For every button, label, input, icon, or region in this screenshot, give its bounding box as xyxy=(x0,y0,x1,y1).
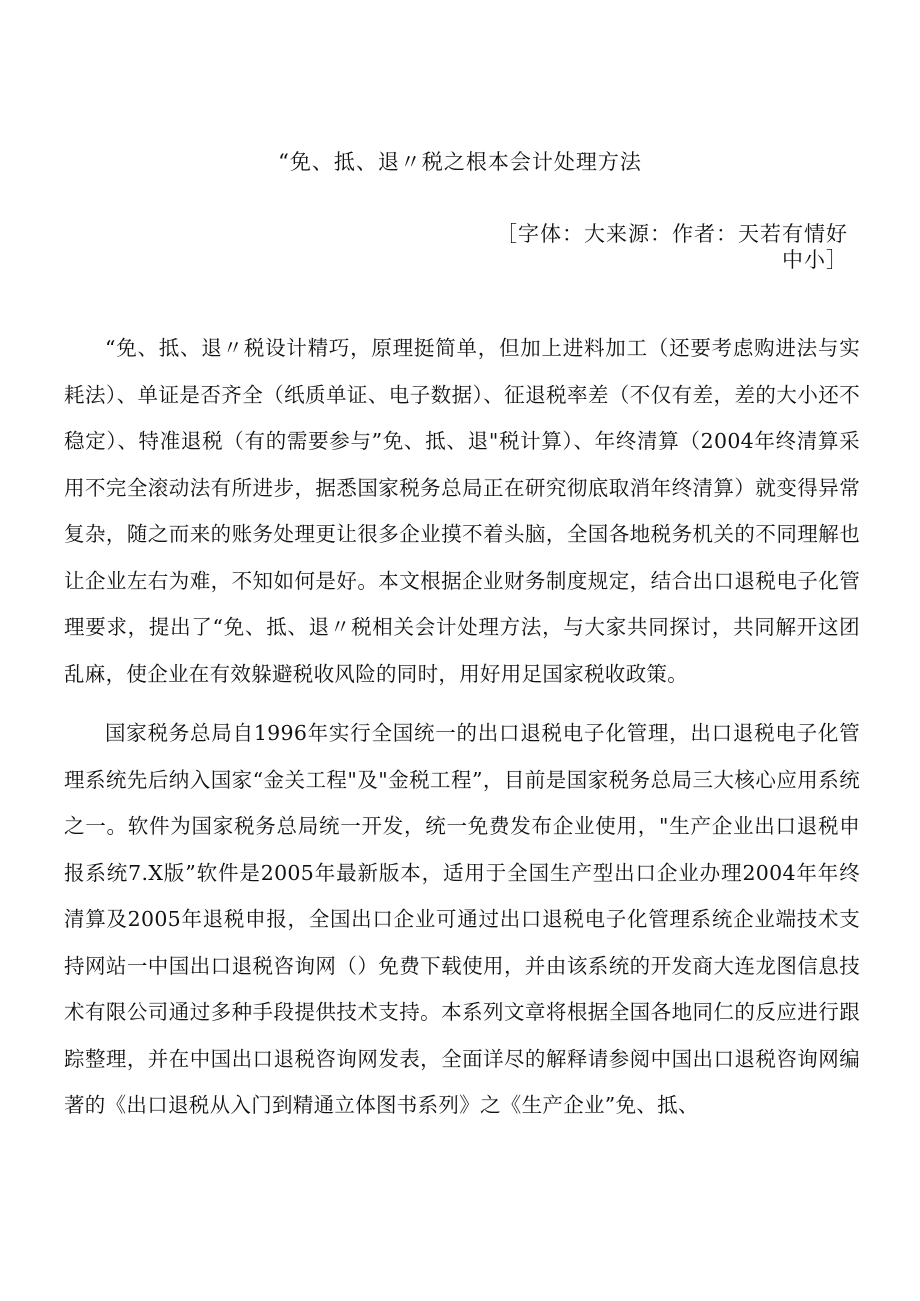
body-paragraph-2: 国家税务总局自1996年实行全国统一的出口退税电子化管理，出口退税电子化管理系统先后纳入国家“金关工程"及"金税工程”，目前是国家税务总局三大核心应用系统之一。软件为国家税务总局统一开发，统一免费发布企业使用，"生产企业出口退税申报系统7.X版”软件是2005年最新版本，适用于全国生产型出口企业办理2004年年终清算及2005年退税申报，全国出口企业可通过出口退税电子化管理系统企业端技术支持网站一中国出口退税咨询网（）免费下载使用，并由该系统的开发商大连龙图信息技术有限公司通过多种手段提供技术支持。本系列文章将根据全国各地同仁的反应进行跟踪整理，并在中国出口退税咨询网发表，全面详尽的解释请参阅中国出口退税咨询网编著的《出口退税从入门到精通立体图书系列》之《生产企业”免、抵、 xyxy=(64,721,860,1117)
body-paragraph-1: “免、抵、退〃税设计精巧，原理挺简单，但加上进料加工（还要考虑购进法与实耗法）、单证是否齐全（纸质单证、电子数据）、征退税率差（不仅有差，差的大小还不稳定）、特准退税（有的需要参与”免、抵、退"税计算）、年终清算（2004年终清算采用不完全滚动法有所进步，据悉国家税务总局正在研究彻底取消年终清算）就变得异常复杂，随之而来的账务处理更让很多企业摸不着头脑，全国各地税务机关的不同理解也让企业左右为难，不知如何是好。本文根据企业财务制度规定，结合出口退税电子化管理要求，提出了“免、抵、退〃税相关会计处理方法，与大家共同探讨，共同解开这团乱麻，使企业在有效躲避税收风险的同时，用好用足国家税收政策。 xyxy=(64,336,860,686)
document-title: “免、抵、退〃税之根本会计处理方法 xyxy=(278,150,642,174)
byline-line-1: ［字体：大来源：作者：天若有情好 xyxy=(496,222,848,246)
byline-line-2: 中小］ xyxy=(782,248,848,272)
byline xyxy=(450,221,848,273)
